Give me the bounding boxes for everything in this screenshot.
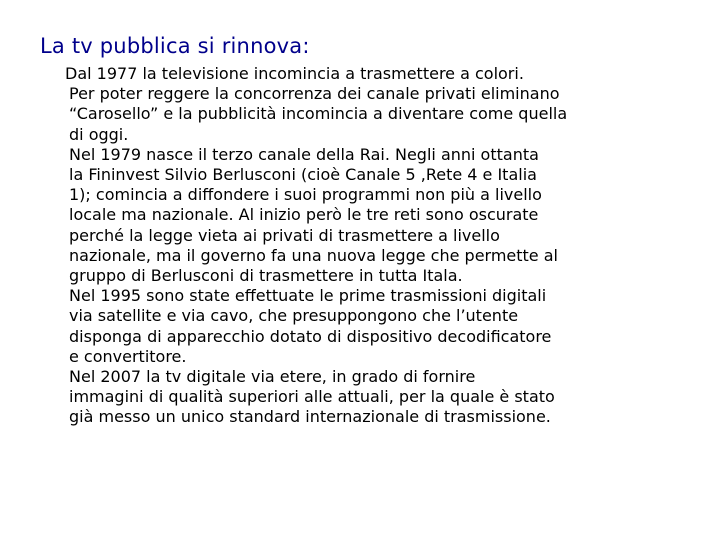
body-line: 1); comincia a diffondere i suoi programmi non più a livello: [69, 185, 542, 205]
body-line: Per poter reggere la concorrenza dei canale privati eliminano: [69, 84, 560, 104]
body-line: Nel 1995 sono state effettuate le prime trasmissioni digitali: [69, 286, 547, 306]
body-line: Nel 1979 nasce il terzo canale della Rai. Negli anni ottanta: [69, 144, 539, 164]
body-line: gruppo di Berlusconi di trasmettere in tutta Itala.: [69, 266, 463, 286]
body-line: di oggi.: [69, 124, 129, 144]
body-line: nazionale, ma il governo fa una nuova legge che permette al: [69, 245, 558, 265]
body-line: la Fininvest Silvio Berlusconi (cioè Canale 5 ,Rete 4 e Italia: [69, 165, 537, 185]
body-line: Dal 1977 la televisione incomincia a trasmettere a colori.: [65, 64, 524, 83]
body-line: e convertitore.: [69, 346, 187, 366]
slide-title: La tv pubblica si rinnova:: [40, 34, 310, 58]
body-line: disponga di apparecchio dotato di dispositivo decodificatore: [69, 326, 552, 346]
body-line: immagini di qualità superiori alle attuali, per la quale è stato: [69, 387, 555, 407]
body-line: “Carosello” e la pubblicità incomincia a diventare come quella: [69, 104, 568, 124]
body-line: Nel 2007 la tv digitale via etere, in grado di fornire: [69, 367, 476, 387]
body-line: perché la legge vieta ai privati di trasmettere a livello: [69, 225, 500, 245]
body-line: via satellite e via cavo, che presuppongono che l’utente: [69, 306, 519, 326]
body-line: già messo un unico standard internazionale di trasmissione.: [69, 407, 551, 427]
slide-body: [65, 64, 699, 428]
body-line: locale ma nazionale. Al inizio però le tre reti sono oscurate: [69, 205, 539, 225]
